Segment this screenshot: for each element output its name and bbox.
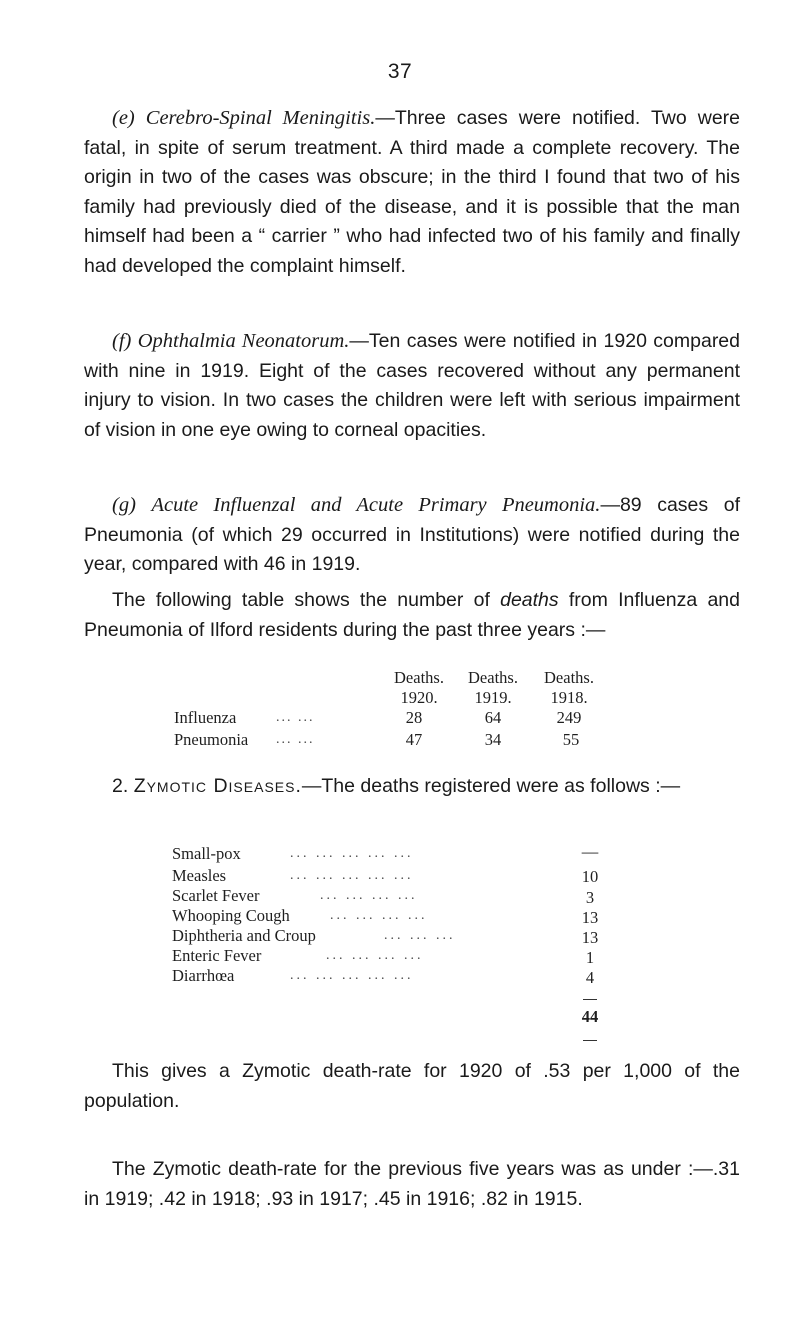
col-header-label: Deaths. <box>394 668 444 687</box>
row-label-pneumonia: Pneumonia <box>174 730 249 749</box>
pneumonia-1919-value: 34 <box>484 730 502 749</box>
pneumonia-1918-value: 55 <box>562 730 580 749</box>
zymotic-label-diarrhoea: Diarrhœa <box>172 966 235 985</box>
influenza-1919-value: 64 <box>484 708 502 727</box>
zymotic-heading: Zymotic Diseases. <box>133 775 302 797</box>
section-g-label: (g) <box>112 494 136 516</box>
leader-dots: ... ... <box>276 710 315 725</box>
row-label-influenza: Influenza <box>174 708 237 727</box>
zymotic-label-measles: Measles <box>172 866 227 885</box>
influenza-intro-paragraph <box>84 586 740 645</box>
zymotic-value-whooping-cough: 13 <box>581 908 599 927</box>
leader-dots: ... ... ... ... <box>320 888 418 903</box>
leader-dots: ... ... ... ... ... <box>290 968 414 983</box>
leader-dots: ... ... <box>276 732 315 747</box>
zymotic-value-measles: 10 <box>581 867 599 886</box>
deaths-emphasis: deaths <box>500 589 559 611</box>
section-e-label: (e) <box>112 107 135 129</box>
col-header-1918 <box>529 668 609 708</box>
zymotic-value-diarrhoea: 4 <box>585 968 595 987</box>
section-g-heading: Acute Influenzal and Acute Primary Pneumonia. <box>151 494 601 516</box>
zymotic-intro-paragraph <box>84 772 740 802</box>
zymotic-label-whooping-cough: Whooping Cough <box>172 906 290 925</box>
sum-rule-top <box>583 999 597 1000</box>
section-f-heading: Ophthalmia Neonatorum. <box>137 330 350 352</box>
section-e-heading: Cerebro-Spinal Meningitis. <box>145 107 376 129</box>
zymotic-number: 2. <box>112 775 129 797</box>
sum-rule-bottom <box>583 1040 597 1041</box>
col-header-label: Deaths. <box>468 668 518 687</box>
zymotic-total: 44 <box>581 1007 599 1026</box>
zymotic-label-enteric-fever: Enteric Fever <box>172 946 262 965</box>
zymotic-label-diphtheria-croup: Diphtheria and Croup <box>172 926 316 945</box>
leader-dots: ... ... ... ... ... <box>290 868 414 883</box>
col-header-1919 <box>453 668 533 708</box>
col-header-year: 1918. <box>550 688 588 707</box>
page-number: 37 <box>387 60 413 83</box>
leader-dots: ... ... ... ... ... <box>290 846 414 861</box>
section-e-paragraph <box>84 104 740 282</box>
zymotic-value-enteric-fever: 1 <box>585 948 595 967</box>
col-header-year: 1920. <box>400 688 438 707</box>
zymotic-value-small-pox: — <box>581 842 599 861</box>
col-header-label: Deaths. <box>544 668 594 687</box>
previous-rates-paragraph: The Zymotic death-rate for the previous five years was as under :—.31 in 1919; .42 in 1918; .93 in 1917; .45 in 1916; .82 in 1915. <box>84 1158 740 1210</box>
zymotic-label-scarlet-fever: Scarlet Fever <box>172 886 260 905</box>
col-header-year: 1919. <box>474 688 512 707</box>
section-f-label: (f) <box>112 330 132 352</box>
section-g-paragraph <box>84 491 740 580</box>
death-rate-paragraph: This gives a Zymotic death-rate for 1920 of .53 per 1,000 of the population. <box>84 1060 740 1112</box>
leader-dots: ... ... ... ... <box>330 908 428 923</box>
zymotic-value-scarlet-fever: 3 <box>585 888 595 907</box>
zymotic-label-small-pox: Small-pox <box>172 844 241 863</box>
section-f-paragraph <box>84 327 740 445</box>
section-e-body: —Three cases were notified. Two were fatal, in spite of serum treatment. A third made a complete recovery. The origin in two of the cases was obscure; in the third I found that two of his family had previously died of the disease, and it is possible that the man himself had been a “ carrier ” who had infected two of his family and finally had developed the complaint himself. <box>84 107 740 277</box>
section-f-body: —Ten cases were notified in 1920 compared with nine in 1919. Eight of the cases recovered without any permanent injury to vision. In two cases the children were left with serious impairment of vision in one eye owing to corneal opacities. <box>84 330 741 441</box>
leader-dots: ... ... ... <box>384 928 456 943</box>
influenza-1920-value: 28 <box>405 708 423 727</box>
influenza-1918-value: 249 <box>556 708 582 727</box>
pneumonia-1920-value: 47 <box>405 730 423 749</box>
col-header-1920 <box>379 668 459 708</box>
leader-dots: ... ... ... ... <box>326 948 424 963</box>
section-g-body: —89 cases of Pneumonia (of which 29 occurred in Institutions) were notified during the year, compared with 46 in 1919. <box>84 494 740 576</box>
influenza-intro-text-end: from Influenza and Pneumonia of Ilford residents during the past three years :— <box>84 589 741 641</box>
zymotic-intro: —The deaths registered were as follows :— <box>301 775 681 797</box>
zymotic-value-diphtheria-croup: 13 <box>581 928 599 947</box>
influenza-intro-text: The following table shows the number of <box>112 589 501 611</box>
